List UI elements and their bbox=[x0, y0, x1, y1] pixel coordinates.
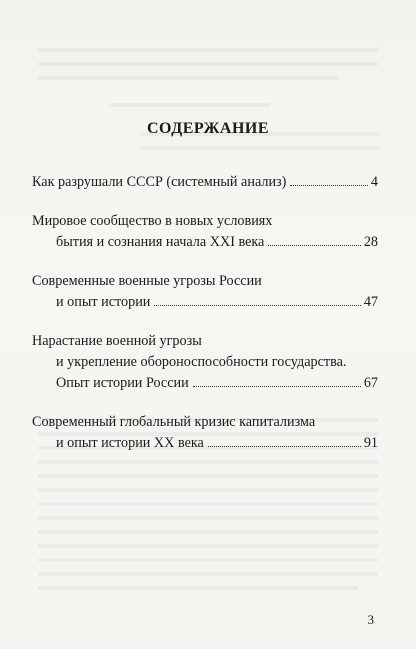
table-of-contents bbox=[32, 172, 378, 472]
dot-leader bbox=[290, 185, 368, 186]
toc-page-number: 28 bbox=[363, 234, 378, 250]
bleed-through-line bbox=[38, 488, 378, 492]
toc-page-number: 67 bbox=[363, 375, 378, 391]
toc-page-number: 47 bbox=[363, 294, 378, 310]
page-title: СОДЕРЖАНИЕ bbox=[146, 120, 270, 137]
toc-entry-last-line bbox=[32, 433, 378, 454]
toc-entry[interactable] bbox=[32, 412, 378, 454]
toc-entry-last-line bbox=[32, 373, 378, 394]
dot-leader bbox=[268, 245, 360, 246]
bleed-through-line bbox=[38, 502, 378, 506]
dot-leader bbox=[154, 305, 360, 306]
toc-entry-title: Современный глобальный кризис капитализма bbox=[32, 414, 316, 430]
bleed-through-line bbox=[38, 558, 378, 562]
toc-entry-title-continued: Опыт истории России bbox=[56, 375, 189, 391]
toc-entry-title-continued: и укрепление обороноспособности государства. bbox=[56, 354, 347, 370]
toc-entry-title: Мировое сообщество в новых условиях bbox=[32, 213, 273, 229]
toc-entry[interactable] bbox=[32, 211, 378, 253]
bleed-through-line bbox=[110, 103, 270, 107]
toc-entry[interactable] bbox=[32, 331, 378, 394]
toc-entry[interactable] bbox=[32, 172, 378, 193]
toc-entry-title-continued: и опыт истории bbox=[56, 294, 151, 310]
bleed-through-line bbox=[38, 62, 378, 66]
toc-entry-title-continued: бытия и сознания начала XXI века bbox=[56, 234, 265, 250]
toc-entry-title: Как разрушали СССР (системный анализ) bbox=[32, 174, 287, 190]
bleed-through-line bbox=[38, 474, 378, 478]
page-number: 3 bbox=[367, 612, 374, 627]
toc-page-number: 4 bbox=[370, 174, 378, 190]
bleed-through-line bbox=[38, 516, 378, 520]
toc-page-number: 91 bbox=[363, 435, 378, 451]
toc-entry-title: Нарастание военной угрозы bbox=[32, 333, 202, 349]
toc-entry-last-line bbox=[32, 172, 378, 193]
toc-entry-title-continued: и опыт истории XX века bbox=[56, 435, 204, 451]
toc-entry-last-line bbox=[32, 232, 378, 253]
bleed-through-line bbox=[38, 76, 338, 80]
bleed-through-line bbox=[38, 544, 378, 548]
bleed-through-line bbox=[38, 48, 378, 52]
toc-entry[interactable] bbox=[32, 271, 378, 313]
bleed-through-line bbox=[38, 530, 378, 534]
bleed-through-line bbox=[140, 146, 380, 150]
bleed-through-line bbox=[38, 586, 358, 590]
dot-leader bbox=[193, 386, 361, 387]
bleed-through-line bbox=[38, 572, 378, 576]
toc-entry-last-line bbox=[32, 292, 378, 313]
toc-entry-title: Современные военные угрозы России bbox=[32, 273, 262, 289]
dot-leader bbox=[208, 446, 361, 447]
